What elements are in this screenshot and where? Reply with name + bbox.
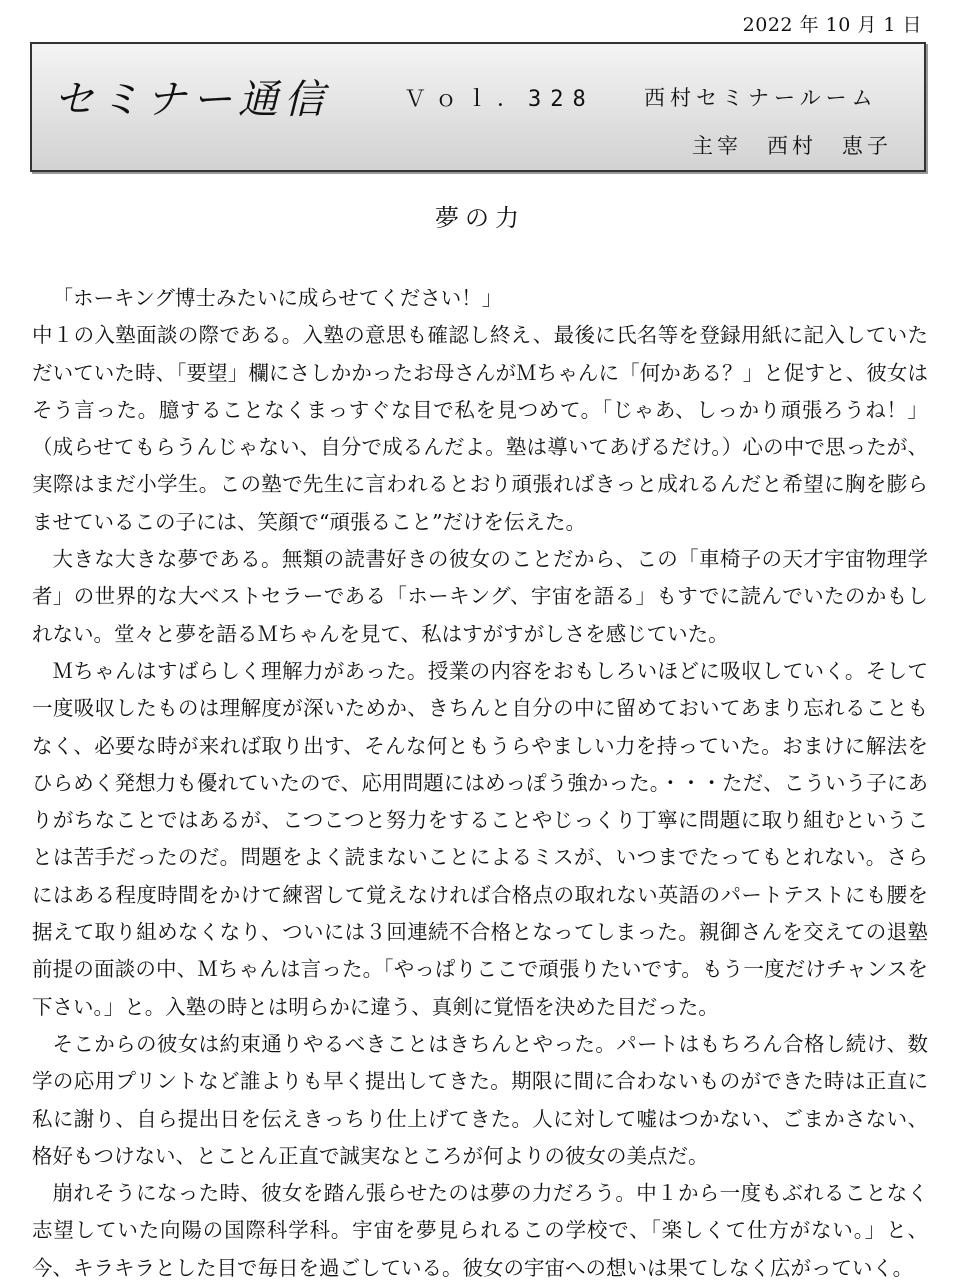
paragraph-opening-quote: 「ホーキング博士みたいに成らせてください！」 xyxy=(52,286,503,310)
newsletter-title: セミナー通信 xyxy=(54,77,330,123)
paragraph: そこからの彼女は約束通りやるべきことはきちんとやった。パートはもちろん合格し続け、数学の応用プリントなど誰よりも早く提出してきた。期限に間に合わないものができた時は正直に私に謝り、自ら提出日を伝えきっちり仕上げてきた。人に対して嘘はつかない、ごまかさない、格好もつけない、とことん正直で誠実なところが何よりの彼女の美点だ。 xyxy=(32,1031,928,1168)
volume-number: Ｖｏｌ．328 xyxy=(404,87,595,112)
article-body xyxy=(32,280,928,1287)
issue-date: 2022 年 10 月 1 日 xyxy=(742,14,922,36)
organization-name: 西村セミナールーム xyxy=(644,86,878,110)
paragraph: Ｍちゃんはすばらしく理解力があった。授業の内容をおもしろいほどに吸収していく。そして一度吸収したものは理解度が深いためか、きちんと自分の中に留めておいてあまり忘れることもなく、必要な時が来れば取り出す、そんな何ともうらやましい力を持っていた。おまけに解法をひらめく発想力も優れていたので、応用問題にはめっぽう強かった。・・・ただ、こういう子にありがちなことではあるが、こつこつと努力をすることやじっくり丁寧に問題に取り組むということは苦手だったのだ。問題をよく読まないことによるミスが、いつまでたってもとれない。さらにはある程度時間をかけて練習して覚えなければ合格点の取れない英語のパートテストにも腰を据えて取り組めなくなり、ついには３回連続不合格となってしまった。親御さんを交えての退塾前提の面談の中、Ｍちゃんは言った。「やっぱりここで頑張りたいです。もう一度だけチャンスを下さい。」と。入塾の時とは明らかに違う、真剣に覚悟を決めた目だった。 xyxy=(32,658,928,1019)
paragraph: 中１の入塾面談の際である。入塾の意思も確認し終え、最後に氏名等を登録用紙に記入していただいていた時、「要望」欄にさしかかったお母さんがＭちゃんに「何かある？」と促すと、彼女はそう言った。臆することなくまっすぐな目で私を見つめて。「じゃあ、しっかり頑張ろうね！」（成らせてもらうんじゃない、自分で成るんだよ。塾は導いてあげるだけ。）心の中で思ったが、実際はまだ小学生。この塾で先生に言われるとおり頑張ればきっと成れるんだと希望に胸を膨らませているこの子には、笑顔で“頑張ること”だけを伝えた。 xyxy=(32,323,928,534)
paragraph: 崩れそうになった時、彼女を踏ん張らせたのは夢の力だろう。中１から一度もぶれることなく志望していた向陽の国際科学科。宇宙を夢見られるこの学校で、「楽しくて仕方がない。」と、今、キラキラとした目で毎日を過ごしている。彼女の宇宙への想いは果てしなく広がっていく。 xyxy=(32,1181,928,1280)
newsletter-header xyxy=(30,42,926,172)
host-name: 主宰 西村 恵子 xyxy=(692,134,892,158)
paragraph: 大きな大きな夢である。無類の読書好きの彼女のことだから、この「車椅子の天才宇宙物理学者」の世界的な大ベストセラーである「ホーキング、宇宙を語る」もすでに読んでいたのかもしれない。堂々と夢を語るＭちゃんを見て、私はすがすがしさを感じていた。 xyxy=(32,547,928,646)
article-title: 夢の力 xyxy=(435,204,525,232)
